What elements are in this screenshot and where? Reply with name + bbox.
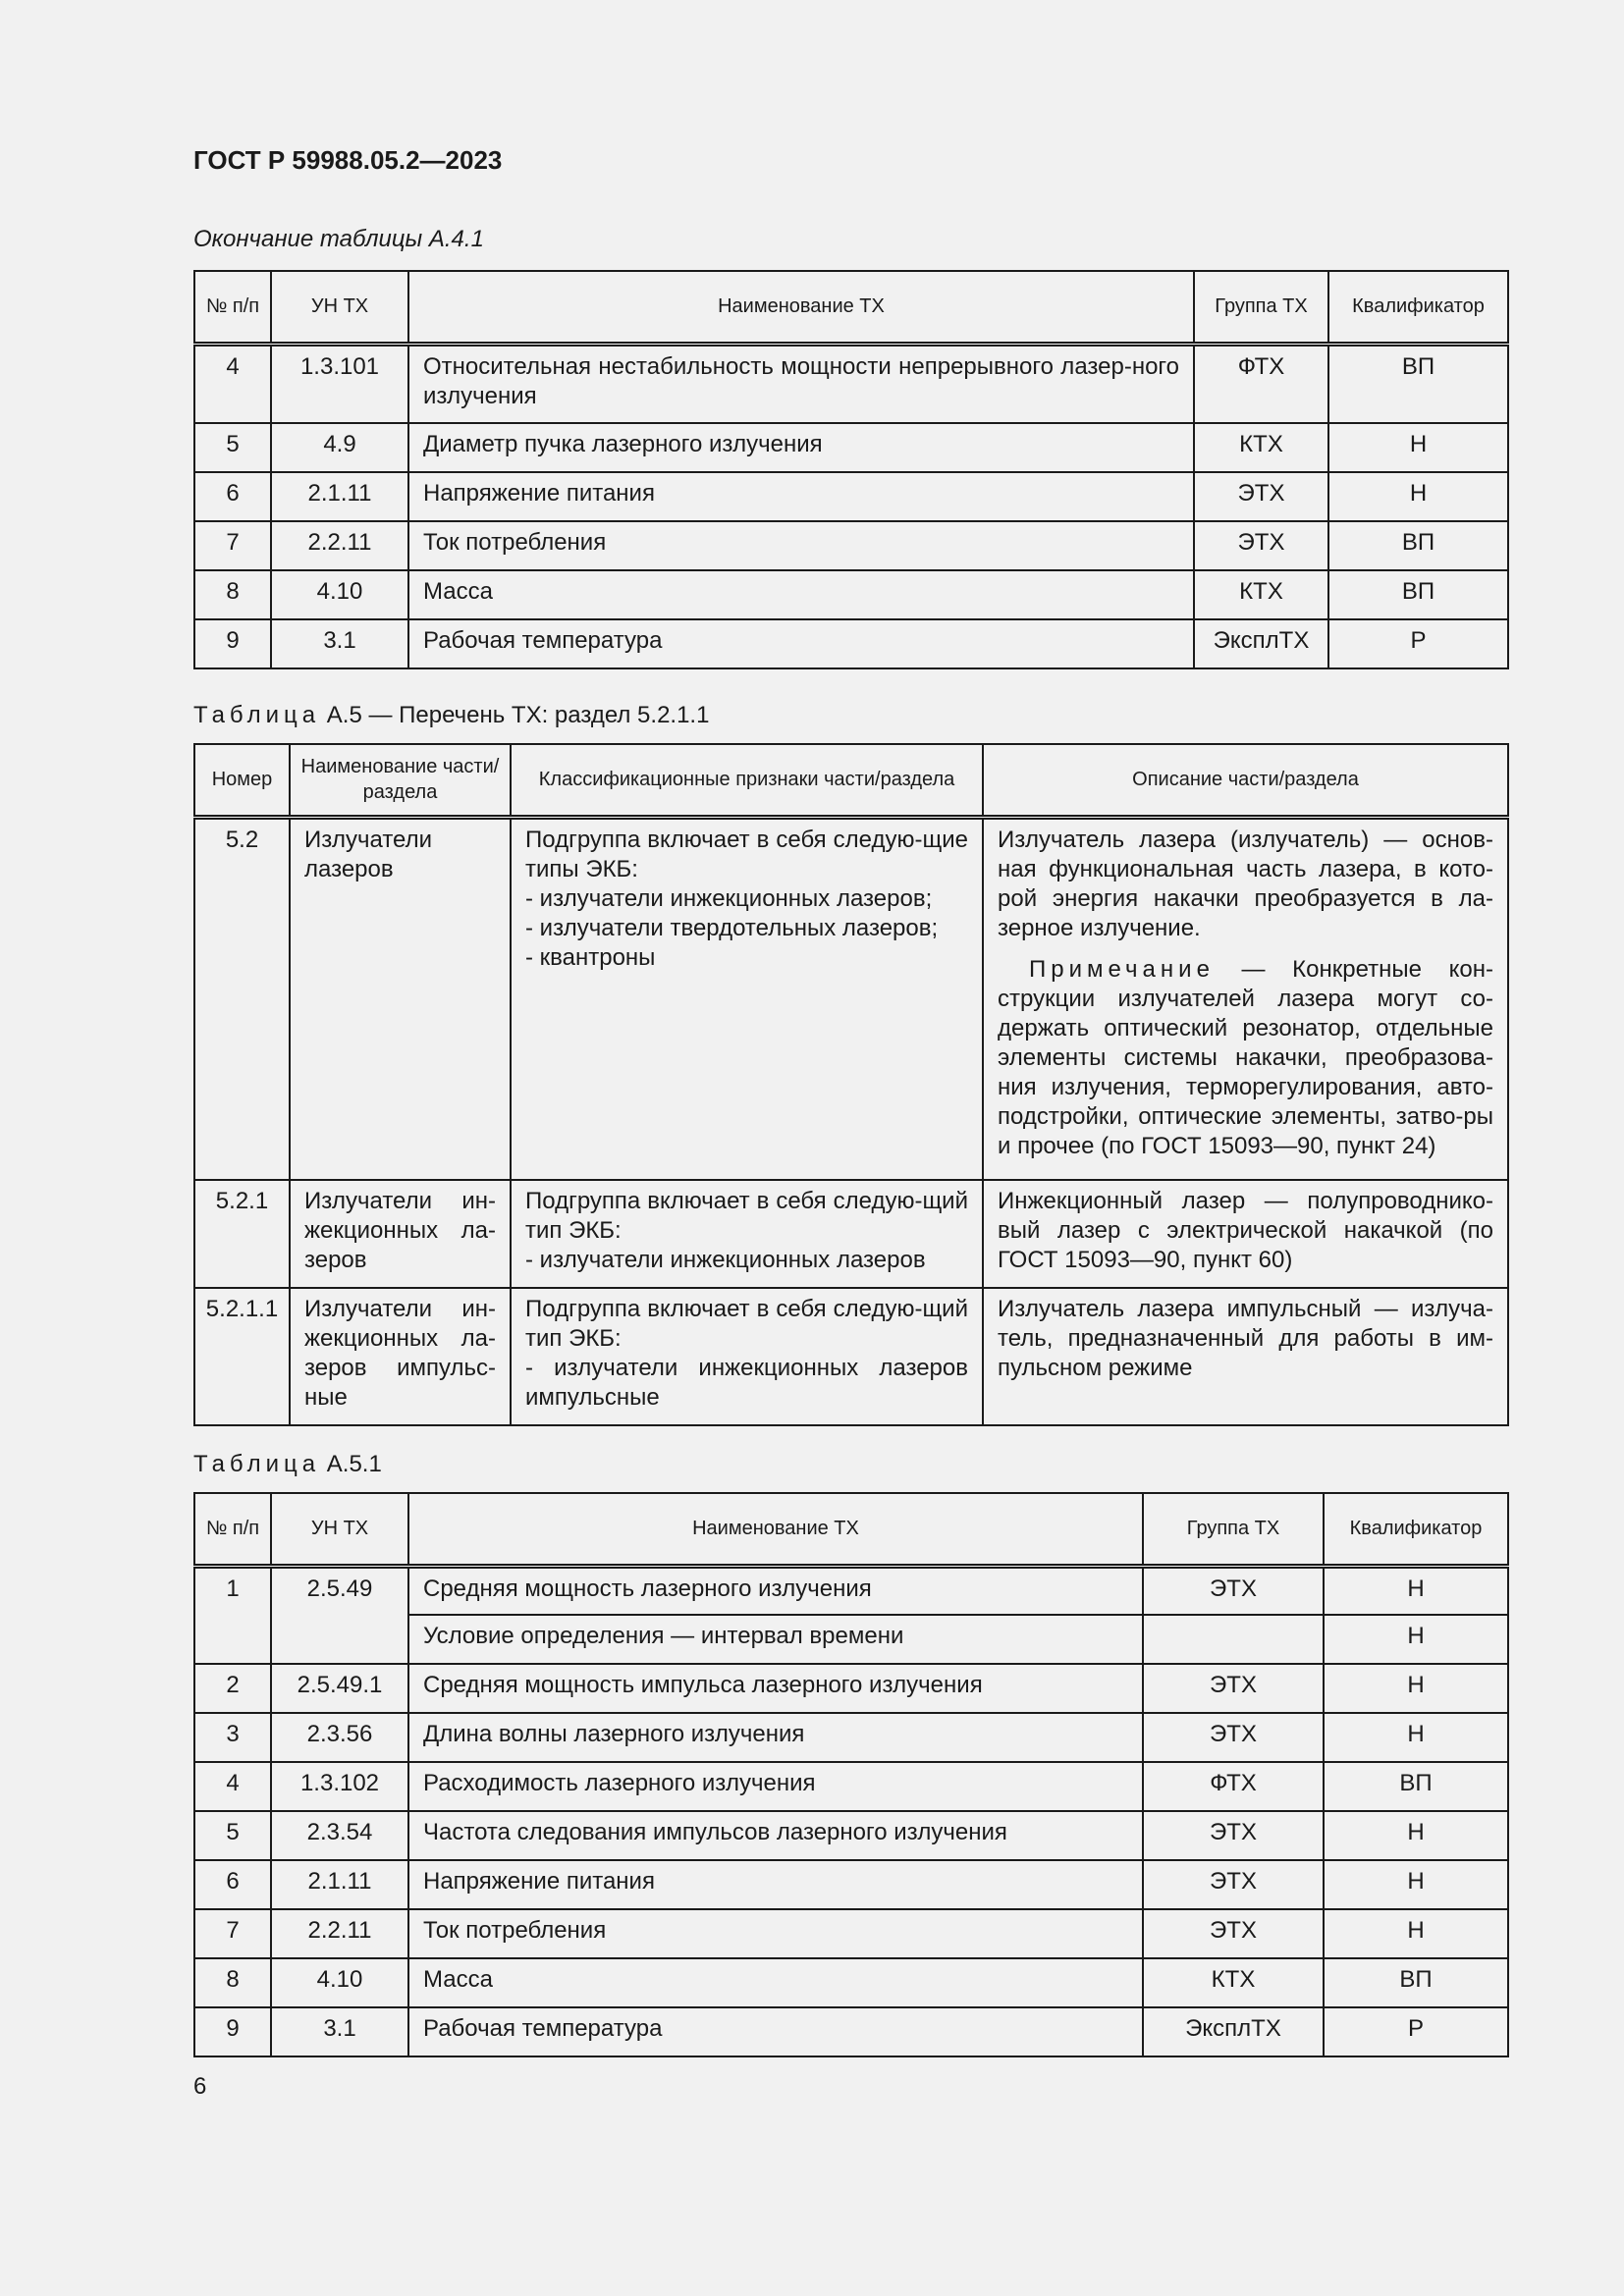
table-row bbox=[194, 521, 1508, 570]
header-group: Группа ТХ bbox=[1143, 1493, 1324, 1566]
table-row bbox=[194, 423, 1508, 472]
cell-number: 6 bbox=[194, 472, 271, 521]
cell-number: 4 bbox=[194, 344, 271, 423]
cell-number: 4 bbox=[194, 1762, 271, 1811]
cell-number: 8 bbox=[194, 1958, 271, 2007]
header-number: № п/п bbox=[194, 271, 271, 344]
cell-group: ЭТХ bbox=[1143, 1566, 1324, 1615]
cell-code: 4.10 bbox=[271, 570, 408, 619]
table-a5 bbox=[193, 743, 1509, 1426]
cell-number: 6 bbox=[194, 1860, 271, 1909]
header-number: Номер bbox=[194, 744, 290, 817]
cell-qualifier: Н bbox=[1324, 1664, 1508, 1713]
cell-name: Рабочая температура bbox=[408, 619, 1194, 668]
cell-qualifier: ВП bbox=[1324, 1958, 1508, 2007]
cell-number: 3 bbox=[194, 1713, 271, 1762]
list-item: - излучатели инжекционных лазеров импульсные bbox=[525, 1355, 968, 1411]
table-row bbox=[194, 1811, 1508, 1860]
header-code: УН ТХ bbox=[271, 271, 408, 344]
header-qualifier: Квалификатор bbox=[1328, 271, 1508, 344]
cell-qualifier: Н bbox=[1324, 1566, 1508, 1615]
cell-group: КТХ bbox=[1194, 570, 1328, 619]
header-name: Наименование ТХ bbox=[408, 1493, 1143, 1566]
table-row bbox=[194, 1909, 1508, 1958]
cell-qualifier: Н bbox=[1324, 1615, 1508, 1664]
cell-code: 1.3.102 bbox=[271, 1762, 408, 1811]
cell-qualifier: ВП bbox=[1324, 1762, 1508, 1811]
table-row bbox=[194, 472, 1508, 521]
cell-number: 7 bbox=[194, 1909, 271, 1958]
note bbox=[998, 955, 1493, 1161]
cell-code: 4.9 bbox=[271, 423, 408, 472]
cell-code: 3.1 bbox=[271, 2007, 408, 2056]
cell-description: Излучатель лазера импульсный — излуча-тель, предназначенный для работы в им-пульсном режиме bbox=[983, 1288, 1508, 1425]
list-item: - излучатели твердотельных лазеров; bbox=[525, 914, 939, 941]
table-row bbox=[194, 1664, 1508, 1713]
cell-qualifier: ВП bbox=[1328, 344, 1508, 423]
cell-qualifier: Н bbox=[1324, 1860, 1508, 1909]
caption-text: А.5 — Перечень ТХ: раздел 5.2.1.1 bbox=[326, 702, 710, 728]
table-row bbox=[194, 570, 1508, 619]
table-row bbox=[194, 1713, 1508, 1762]
description-text: Излучатель лазера (излучатель) — основ-ная функциональная часть лазера, в кото-рой энергия накачки преобразуется в ла-зерное излучение. bbox=[998, 826, 1493, 941]
features-intro: Подгруппа включает в себя следую-щие типы ЭКБ: bbox=[525, 826, 968, 882]
cell-number: 5.2.1.1 bbox=[194, 1288, 290, 1425]
cell-name: Расходимость лазерного излучения bbox=[408, 1762, 1143, 1811]
cell-features bbox=[511, 1180, 983, 1288]
cell-code: 2.3.54 bbox=[271, 1811, 408, 1860]
document-header: ГОСТ Р 59988.05.2—2023 bbox=[193, 145, 503, 175]
features-intro: Подгруппа включает в себя следую-щий тип ЭКБ: bbox=[525, 1188, 968, 1244]
cell-code: 2.2.11 bbox=[271, 1909, 408, 1958]
note-text: — Конкретные кон-струкции излучателей лазера могут со-держать оптический резонатор, отдельные элементы системы накачки, преобразова-ния излучения, терморегулирования, авто-подстройки, оптические элементы, затво-ры и прочее (по ГОСТ 15093—90, пункт 24) bbox=[998, 955, 1493, 1159]
cell-code: 1.3.101 bbox=[271, 344, 408, 423]
cell-name: Относительная нестабильность мощности непрерывного лазер-ного излучения bbox=[408, 344, 1194, 423]
table-row bbox=[194, 619, 1508, 668]
page-number: 6 bbox=[193, 2073, 207, 2100]
cell-name: Ток потребления bbox=[408, 1909, 1143, 1958]
list-item: - излучатели инжекционных лазеров bbox=[525, 1247, 926, 1273]
cell-qualifier: ВП bbox=[1328, 521, 1508, 570]
header-qualifier: Квалификатор bbox=[1324, 1493, 1508, 1566]
cell-part-name: Излучатели ин-жекционных ла-зеров импульс-ные bbox=[290, 1288, 511, 1425]
cell-code: 2.5.49 bbox=[271, 1566, 408, 1664]
table-row bbox=[194, 1180, 1508, 1288]
header-group: Группа ТХ bbox=[1194, 271, 1328, 344]
cell-description bbox=[983, 817, 1508, 1180]
cell-number: 8 bbox=[194, 570, 271, 619]
table-a5-caption bbox=[193, 702, 709, 729]
cell-code: 2.1.11 bbox=[271, 1860, 408, 1909]
cell-number: 5 bbox=[194, 423, 271, 472]
cell-group: ЭТХ bbox=[1194, 521, 1328, 570]
features-intro: Подгруппа включает в себя следую-щий тип ЭКБ: bbox=[525, 1296, 968, 1352]
cell-code: 2.1.11 bbox=[271, 472, 408, 521]
table-row bbox=[194, 1288, 1508, 1425]
cell-qualifier: Н bbox=[1328, 472, 1508, 521]
cell-description: Инжекционный лазер — полупроводнико-вый лазер с электрической накачкой (по ГОСТ 15093—90, пункт 60) bbox=[983, 1180, 1508, 1288]
table-row bbox=[194, 344, 1508, 423]
cell-qualifier: ВП bbox=[1328, 570, 1508, 619]
list-item: - квантроны bbox=[525, 943, 656, 971]
cell-group: ЭТХ bbox=[1143, 1909, 1324, 1958]
cell-qualifier: Н bbox=[1328, 423, 1508, 472]
table-a41-caption: Окончание таблицы А.4.1 bbox=[193, 226, 484, 252]
header-code: УН ТХ bbox=[271, 1493, 408, 1566]
header-features: Классификационные признаки части/раздела bbox=[511, 744, 983, 817]
cell-group: ФТХ bbox=[1143, 1762, 1324, 1811]
cell-group: ЭТХ bbox=[1143, 1860, 1324, 1909]
cell-name: Рабочая температура bbox=[408, 2007, 1143, 2056]
cell-name: Средняя мощность импульса лазерного излучения bbox=[408, 1664, 1143, 1713]
cell-group: ЭТХ bbox=[1194, 472, 1328, 521]
cell-group: ЭксплТХ bbox=[1143, 2007, 1324, 2056]
table-row bbox=[194, 817, 1508, 1180]
header-number: № п/п bbox=[194, 1493, 271, 1566]
cell-part-name: Излучатели лазеров bbox=[290, 817, 511, 1180]
cell-name: Масса bbox=[408, 570, 1194, 619]
table-row bbox=[194, 2007, 1508, 2056]
cell-number: 9 bbox=[194, 619, 271, 668]
caption-text: А.5.1 bbox=[326, 1451, 382, 1477]
features-list bbox=[525, 1354, 968, 1413]
cell-group: КТХ bbox=[1194, 423, 1328, 472]
caption-label: Таблица bbox=[193, 702, 321, 728]
cell-number: 5 bbox=[194, 1811, 271, 1860]
header-name: Наименование ТХ bbox=[408, 271, 1194, 344]
cell-name: Масса bbox=[408, 1958, 1143, 2007]
table-a41 bbox=[193, 270, 1509, 669]
cell-group: ФТХ bbox=[1194, 344, 1328, 423]
cell-group bbox=[1143, 1615, 1324, 1664]
table-row bbox=[194, 1860, 1508, 1909]
cell-name: Диаметр пучка лазерного излучения bbox=[408, 423, 1194, 472]
table-row bbox=[194, 1958, 1508, 2007]
header-description: Описание части/раздела bbox=[983, 744, 1508, 817]
table-a51-caption bbox=[193, 1451, 382, 1478]
cell-group: ЭТХ bbox=[1143, 1664, 1324, 1713]
caption-label: Таблица bbox=[193, 1451, 321, 1477]
table-row bbox=[194, 1566, 1508, 1615]
cell-number: 5.2 bbox=[194, 817, 290, 1180]
features-list bbox=[525, 1246, 968, 1275]
cell-name: Средняя мощность лазерного излучения bbox=[408, 1566, 1143, 1615]
cell-part-name: Излучатели ин-жекционных ла-зеров bbox=[290, 1180, 511, 1288]
cell-qualifier: Н bbox=[1324, 1811, 1508, 1860]
cell-group: ЭксплТХ bbox=[1194, 619, 1328, 668]
cell-code: 2.3.56 bbox=[271, 1713, 408, 1762]
cell-group: ЭТХ bbox=[1143, 1713, 1324, 1762]
cell-number: 7 bbox=[194, 521, 271, 570]
header-part-name: Наименование части/раздела bbox=[290, 744, 511, 817]
cell-code: 4.10 bbox=[271, 1958, 408, 2007]
cell-name: Ток потребления bbox=[408, 521, 1194, 570]
cell-features bbox=[511, 817, 983, 1180]
cell-name: Напряжение питания bbox=[408, 472, 1194, 521]
cell-group: КТХ bbox=[1143, 1958, 1324, 2007]
cell-features bbox=[511, 1288, 983, 1425]
cell-qualifier: Р bbox=[1328, 619, 1508, 668]
cell-number: 2 bbox=[194, 1664, 271, 1713]
table-a51 bbox=[193, 1492, 1509, 2057]
cell-name: Напряжение питания bbox=[408, 1860, 1143, 1909]
features-list bbox=[525, 884, 968, 973]
cell-number: 9 bbox=[194, 2007, 271, 2056]
cell-code: 2.2.11 bbox=[271, 521, 408, 570]
list-item: - излучатели инжекционных лазеров; bbox=[525, 884, 933, 912]
cell-number: 1 bbox=[194, 1566, 271, 1664]
cell-name: Условие определения — интервал времени bbox=[408, 1615, 1143, 1664]
cell-qualifier: Н bbox=[1324, 1713, 1508, 1762]
cell-group: ЭТХ bbox=[1143, 1811, 1324, 1860]
table-row bbox=[194, 1762, 1508, 1811]
cell-name: Частота следования импульсов лазерного излучения bbox=[408, 1811, 1143, 1860]
cell-code: 3.1 bbox=[271, 619, 408, 668]
cell-qualifier: Н bbox=[1324, 1909, 1508, 1958]
cell-name: Длина волны лазерного излучения bbox=[408, 1713, 1143, 1762]
cell-qualifier: Р bbox=[1324, 2007, 1508, 2056]
cell-code: 2.5.49.1 bbox=[271, 1664, 408, 1713]
note-label: Примечание bbox=[1029, 955, 1215, 983]
cell-number: 5.2.1 bbox=[194, 1180, 290, 1288]
